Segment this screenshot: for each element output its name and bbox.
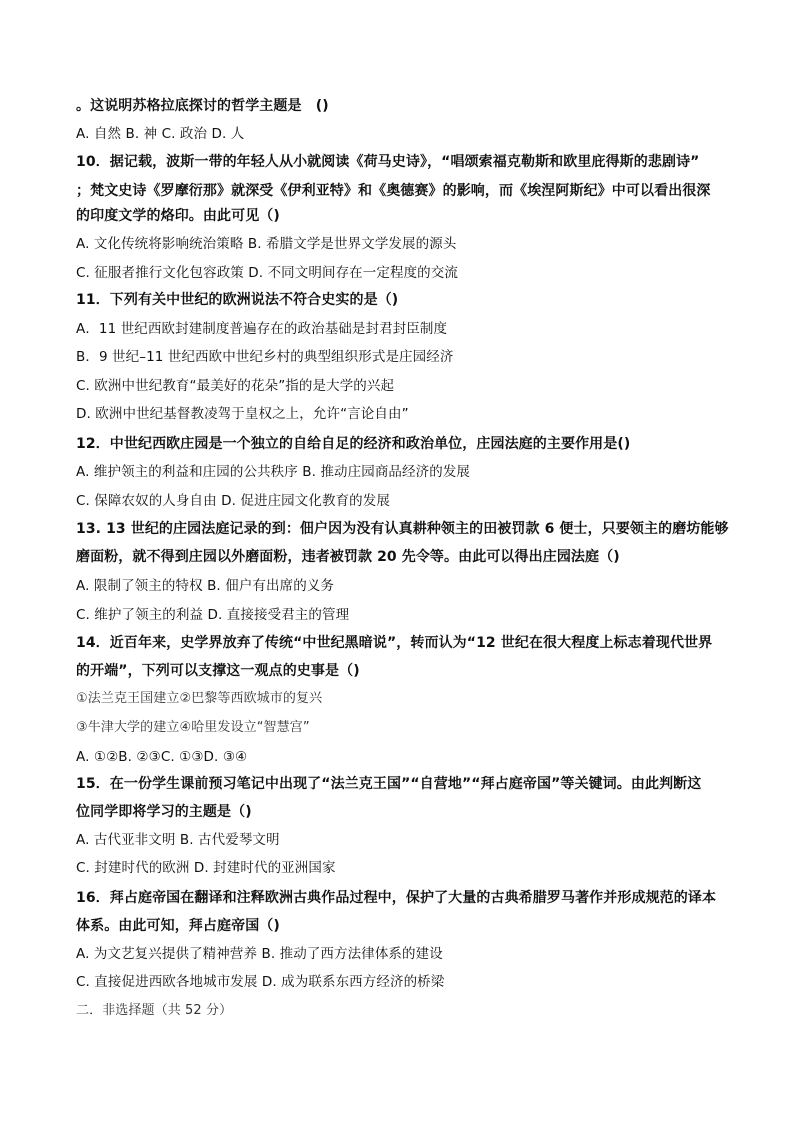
- section-heading-non-choice: 二．非选择题（共 52 分）: [76, 1003, 233, 1018]
- question-15-options-cd: C. 封建时代的欧洲 D. 封建时代的亚洲国家: [76, 860, 336, 876]
- question-10-options-cd: C. 征服者推行文化包容政策 D. 不同文明间存在一定程度的交流: [76, 265, 458, 281]
- question-11-stem: 11．下列有关中世纪的欧洲说法不符合史实的是（): [76, 292, 399, 308]
- question-15-options-ab: A. 古代亚非文明 B. 古代爱琴文明: [76, 832, 280, 848]
- question-10-line-1: 10．据记载，波斯一带的年轻人从小就阅读《荷马史诗》，“唱颂索福克勒斯和欧里庇得斯的悲剧诗”: [76, 154, 700, 170]
- question-13-line-2: 磨面粉，就不得到庄园以外磨面粉，违者被罚款 20 先令等。由此可以得出庄园法庭（): [76, 549, 620, 565]
- question-9-options: A. 自然 B. 神 C. 政治 D. 人: [76, 126, 245, 142]
- question-12-options-ab: A. 维护领主的利益和庄园的公共秩序 B. 推动庄园商品经济的发展: [76, 464, 471, 480]
- question-11-option-d: D. 欧洲中世纪基督教凌驾于皇权之上，允许“言论自由”: [76, 406, 409, 422]
- question-14-line-2: 的开端”，下列可以支撑这一观点的史事是（): [76, 663, 360, 679]
- question-12-stem: 12．中世纪西欧庄园是一个独立的自给自足的经济和政治单位，庄园法庭的主要作用是(): [76, 436, 631, 452]
- question-11-option-c: C. 欧洲中世纪教育“最美好的花朵”指的是大学的兴起: [76, 378, 395, 394]
- question-9-stem-end: 。这说明苏格拉底探讨的哲学主题是 (): [76, 98, 329, 114]
- question-16-options-cd: C. 直接促进西欧各地城市发展 D. 成为联系东西方经济的桥梁: [76, 974, 445, 990]
- question-15-line-1: 15．在一份学生课前预习笔记中出现了“法兰克王国”“自营地”“拜占庭帝国”等关键词。由此判断这: [76, 776, 702, 792]
- question-14-line-1: 14．近百年来，史学界放弃了传统“中世纪黑暗说”，转而认为“12 世纪在很大程度上标志着现代世界: [76, 635, 713, 651]
- question-11-option-b: B．9 世纪–11 世纪西欧中世纪乡村的典型组织形式是庄园经济: [76, 349, 454, 365]
- question-14-items-34: ③牛津大学的建立④哈里发设立“智慧宫”: [76, 720, 310, 735]
- question-10-line-2: ；梵文史诗《罗摩衍那》就深受《伊利亚特》和《奥德赛》的影响，而《埃涅阿斯纪》中可以看出很深: [76, 183, 711, 199]
- question-13-line-1: 13. 13 世纪的庄园法庭记录的到：佃户因为没有认真耕种领主的田被罚款 6 便士，只要领主的磨坊能够: [76, 521, 729, 537]
- question-16-line-1: 16．拜占庭帝国在翻译和注释欧洲古典作品过程中，保护了大量的古典希腊罗马著作并形成规范的译本: [76, 890, 717, 906]
- question-12-options-cd: C. 保障农奴的人身自由 D. 促进庄园文化教育的发展: [76, 493, 390, 509]
- question-16-options-ab: A. 为文艺复兴提供了精神营养 B. 推动了西方法律体系的建设: [76, 946, 443, 962]
- question-16-line-2: 体系。由此可知，拜占庭帝国（): [76, 918, 280, 934]
- question-14-items-12: ①法兰克王国建立②巴黎等西欧城市的复兴: [76, 691, 323, 706]
- question-10-options-ab: A. 文化传统将影响统治策略 B. 希腊文学是世界文学发展的源头: [76, 236, 457, 252]
- question-13-options-cd: C. 维护了领主的利益 D. 直接接受君主的管理: [76, 607, 350, 623]
- question-10-line-3: 的印度文学的烙印。由此可见（): [76, 208, 280, 224]
- question-11-option-a: A．11 世纪西欧封建制度普遍存在的政治基础是封君封臣制度: [76, 321, 448, 337]
- question-15-line-2: 位同学即将学习的主题是（): [76, 804, 252, 820]
- question-14-options: A. ①②B. ②③C. ①③D. ③④: [76, 749, 248, 765]
- question-13-options-ab: A. 限制了领主的特权 B. 佃户有出席的义务: [76, 578, 335, 594]
